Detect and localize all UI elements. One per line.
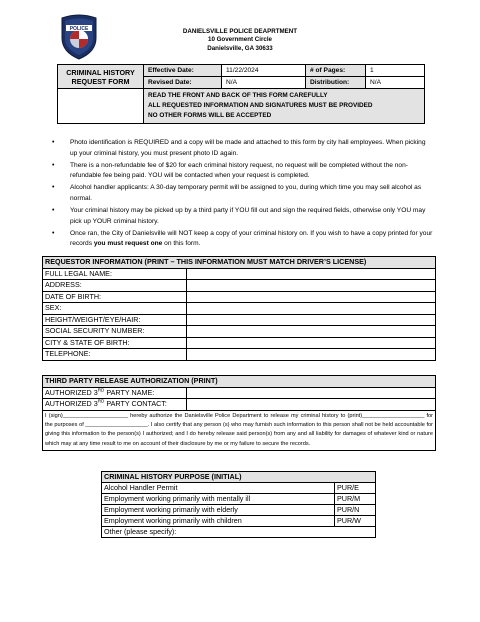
sex-field[interactable] [187, 303, 436, 315]
department-name: DANIELSVILLE POLICE DEAPRTMENT [182, 28, 298, 35]
full-legal-name-label: FULL LEGAL NAME: [43, 268, 187, 280]
purpose-code[interactable]: PUR/M [335, 494, 376, 505]
effective-date-label: Effective Date: [144, 65, 222, 77]
requestor-information-table [42, 256, 436, 361]
height-weight-eye-hair-label: HEIGHT/WEIGHT/EYE/HAIR: [43, 314, 187, 326]
list-item: • Once ran, the City of Danielsville will NOT keep a copy of your criminal history on. If you wish to have a copy printed for your records you must request one on this form. [52, 229, 434, 250]
date-of-birth-label: DATE OF BIRTH: [43, 291, 187, 303]
third-party-name-label: AUTHORIZED 3RD PARTY NAME: [43, 387, 187, 399]
third-party-contact-field[interactable] [187, 399, 436, 411]
purpose-table [101, 471, 376, 538]
third-party-heading: THIRD PARTY RELEASE AUTHORIZATION (PRINT) [43, 376, 436, 388]
address-field[interactable] [187, 280, 436, 292]
telephone-label: TELEPHONE: [43, 349, 187, 361]
pages-label: # of Pages: [306, 65, 366, 77]
form-info-table [57, 64, 425, 124]
pages-value: 1 [366, 65, 425, 77]
list-item: • There is a non-refundable fee of $20 for each criminal history request, no request will be completed without the non-refundable fee being paid. YOU will be contacted when your request is completed. [52, 161, 434, 182]
ssn-field[interactable] [187, 326, 436, 338]
instructions-list [52, 138, 434, 251]
form-notice: READ THE FRONT AND BACK OF THIS FORM CAREFULLY ALL REQUESTED INFORMATION AND SIGNATURES MUST BE PROVIDED NO OTHER FORMS WILL BE ACCEPTED [144, 89, 425, 124]
authorization-statement[interactable]: I (sign)_____________________ hereby authorize the Danielsville Police Department to release my criminal history to (print)____________________ for the purposes of ____________________. I also certify that any person (s) who may furnish such information to this person shall not be held accountable for giving this information to the person(s) I authorized; and I do hereby release said person(s) from any and all liability for damages of whatever kind or nature which may at any time result to me on account of their disclosure by me or my failure to secure the records. [43, 410, 436, 451]
effective-date-value: 11/22/2024 [222, 65, 306, 77]
requestor-heading: REQUESTOR INFORMATION (PRINT – THIS INFORMATION MUST MATCH DRIVER’S LICENSE) [43, 257, 436, 269]
form-title: CRIMINAL HISTORY REQUEST FORM [58, 65, 144, 89]
department-address-line2: Danielsville, GA 30633 [207, 44, 273, 52]
sex-label: SEX: [43, 303, 187, 315]
third-party-name-field[interactable] [187, 387, 436, 399]
date-of-birth-field[interactable] [187, 291, 436, 303]
ssn-label: SOCIAL SECURITY NUMBER: [43, 326, 187, 338]
list-item: • Alcohol handler applicants: A 30-day temporary permit will be assigned to you, during which time you may sell alcohol as normal. [52, 183, 434, 204]
revised-date-value: N/A [222, 77, 306, 89]
purpose-label: Employment working primarily with children [102, 516, 335, 527]
purpose-other-field[interactable]: Other (please specify): [102, 527, 376, 538]
revised-date-label: Revised Date: [144, 77, 222, 89]
distribution-label: Distribution: [306, 77, 366, 89]
department-header [150, 28, 330, 53]
purpose-code[interactable]: PUR/W [335, 516, 376, 527]
purpose-code[interactable]: PUR/E [335, 483, 376, 494]
list-item: • Photo identification is REQUIRED and a copy will be made and attached to this form by city hall employees. When picking up your criminal history, you must present photo ID again. [52, 138, 434, 159]
purpose-label: Alcohol Handler Permit [102, 483, 335, 494]
list-item: • Your criminal history may be picked up by a third party if YOU fill out and sign the required fields, otherwise only YOU may pick up YOUR criminal history. [52, 206, 434, 227]
city-state-of-birth-label: CITY & STATE OF BIRTH: [43, 337, 187, 349]
third-party-authorization-table [42, 375, 436, 451]
department-address-line1: 10 Government Circle [208, 36, 272, 44]
city-state-of-birth-field[interactable] [187, 337, 436, 349]
purpose-heading: CRIMINAL HISTORY PURPOSE (INITIAL) [102, 472, 376, 483]
purpose-label: Employment working primarily with elderly [102, 505, 335, 516]
telephone-field[interactable] [187, 349, 436, 361]
purpose-code[interactable]: PUR/N [335, 505, 376, 516]
height-weight-eye-hair-field[interactable] [187, 314, 436, 326]
purpose-label: Employment working primarily with mentally ill [102, 494, 335, 505]
distribution-value: N/A [366, 77, 425, 89]
police-badge-logo [59, 14, 99, 60]
svg-text:POLICE: POLICE [69, 26, 89, 32]
address-label: ADDRESS: [43, 280, 187, 292]
third-party-contact-label: AUTHORIZED 3RD PARTY CONTACT: [43, 399, 187, 411]
full-legal-name-field[interactable] [187, 268, 436, 280]
